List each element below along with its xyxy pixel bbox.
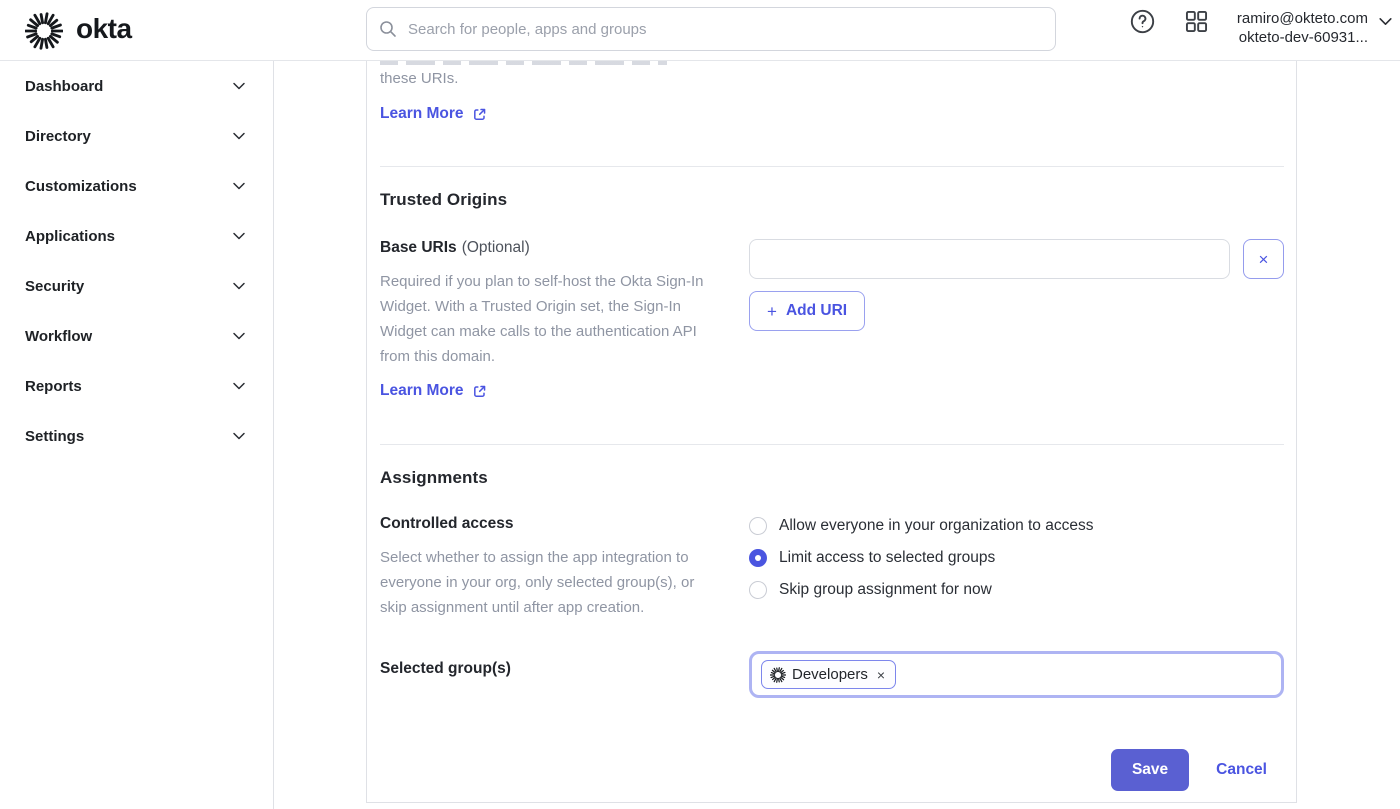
radio-limit-access[interactable]: Limit access to selected groups <box>749 545 1284 570</box>
section-divider <box>380 444 1284 445</box>
chevron-down-icon <box>231 378 247 394</box>
controlled-access-description: Select whether to assign the app integration to everyone in your org, only selected group(s), or skip assignment until after app creation. <box>380 549 695 616</box>
intro-truncated-text: these URIs. <box>380 70 459 87</box>
save-button[interactable]: Save <box>1111 749 1189 791</box>
form-actions <box>380 749 1284 791</box>
user-email: ramiro@okteto.com <box>1236 10 1368 27</box>
help-icon <box>1129 8 1156 35</box>
remove-uri-button[interactable] <box>1243 239 1284 279</box>
section-divider <box>380 166 1284 167</box>
external-link-icon <box>472 384 487 399</box>
sidebar-item-settings[interactable]: Settings <box>0 411 273 461</box>
sidebar-item-reports[interactable]: Reports <box>0 361 273 411</box>
chevron-down-icon <box>231 128 247 144</box>
okta-logo[interactable] <box>25 12 132 50</box>
trusted-origins-learn-more-link[interactable] <box>380 382 487 400</box>
radio-button-icon[interactable] <box>749 581 767 599</box>
sidebar-item-directory[interactable]: Directory <box>0 111 273 161</box>
sidebar-item-customizations[interactable]: Customizations <box>0 161 273 211</box>
sidebar-item-dashboard[interactable]: Dashboard <box>0 61 273 111</box>
optional-label: (Optional) <box>461 239 530 256</box>
help-button[interactable] <box>1127 6 1157 36</box>
learn-more-label: Learn More <box>380 105 464 122</box>
remove-group-icon[interactable]: × <box>876 666 886 683</box>
sidebar-item-security[interactable]: Security <box>0 261 273 311</box>
plus-icon: + <box>767 301 777 321</box>
apps-grid-icon <box>1183 8 1210 35</box>
chevron-down-icon <box>231 178 247 194</box>
controlled-access-radio-group <box>749 513 1284 602</box>
base-uris-description: Required if you plan to self-host the Okta Sign-In Widget. With a Trusted Origin set, the Sign-In Widget can make calls to the authentication API from this domain. <box>380 273 704 365</box>
controlled-access-label: Controlled access <box>380 515 514 532</box>
global-search[interactable] <box>366 7 1056 51</box>
controlled-access-field-row <box>380 515 1284 620</box>
intro-learn-more-link[interactable] <box>380 105 487 123</box>
selected-groups-input[interactable] <box>749 651 1284 698</box>
base-uris-label: Base URIs (Optional) <box>380 239 530 256</box>
truncated-text-line <box>380 61 667 65</box>
search-icon <box>379 20 397 38</box>
radio-skip-assignment[interactable]: Skip group assignment for now <box>749 577 1284 602</box>
group-logo-icon <box>770 667 786 683</box>
radio-button-icon[interactable] <box>749 517 767 535</box>
app-switcher-button[interactable] <box>1181 6 1211 36</box>
user-menu-chevron[interactable] <box>1377 13 1394 30</box>
chevron-down-icon <box>231 228 247 244</box>
user-org: okteto-dev-60931... <box>1238 29 1368 46</box>
chevron-down-icon <box>1377 13 1394 30</box>
trusted-origins-title: Trusted Origins <box>380 190 508 209</box>
external-link-icon <box>472 107 487 122</box>
radio-allow-everyone[interactable]: Allow everyone in your organization to access <box>749 513 1284 538</box>
learn-more-label: Learn More <box>380 382 464 399</box>
close-icon: × <box>1258 249 1269 269</box>
chevron-down-icon <box>231 428 247 444</box>
selected-groups-label: Selected group(s) <box>380 660 511 677</box>
radio-button-icon[interactable] <box>749 549 767 567</box>
add-uri-label: Add URI <box>785 302 848 319</box>
sidebar-item-applications[interactable]: Applications <box>0 211 273 261</box>
chevron-down-icon <box>231 78 247 94</box>
sidebar-item-workflow[interactable]: Workflow <box>0 311 273 361</box>
okta-logo-icon <box>25 12 63 50</box>
assignments-title: Assignments <box>380 468 488 487</box>
cancel-button[interactable]: Cancel <box>1216 761 1267 778</box>
group-chip-developers[interactable] <box>761 660 896 689</box>
search-input[interactable] <box>406 20 1043 39</box>
settings-panel <box>366 60 1297 803</box>
base-uri-input[interactable] <box>749 239 1230 279</box>
chevron-down-icon <box>231 278 247 294</box>
okta-logo-wordmark: okta <box>76 13 132 44</box>
sidebar-nav <box>0 61 274 809</box>
top-bar <box>0 0 1400 61</box>
selected-groups-field-row <box>380 651 1284 698</box>
base-uris-field-row <box>380 239 1284 400</box>
chevron-down-icon <box>231 328 247 344</box>
add-uri-button[interactable] <box>749 291 865 331</box>
user-menu[interactable] <box>1237 9 1368 47</box>
group-chip-label: Developers <box>792 666 868 683</box>
